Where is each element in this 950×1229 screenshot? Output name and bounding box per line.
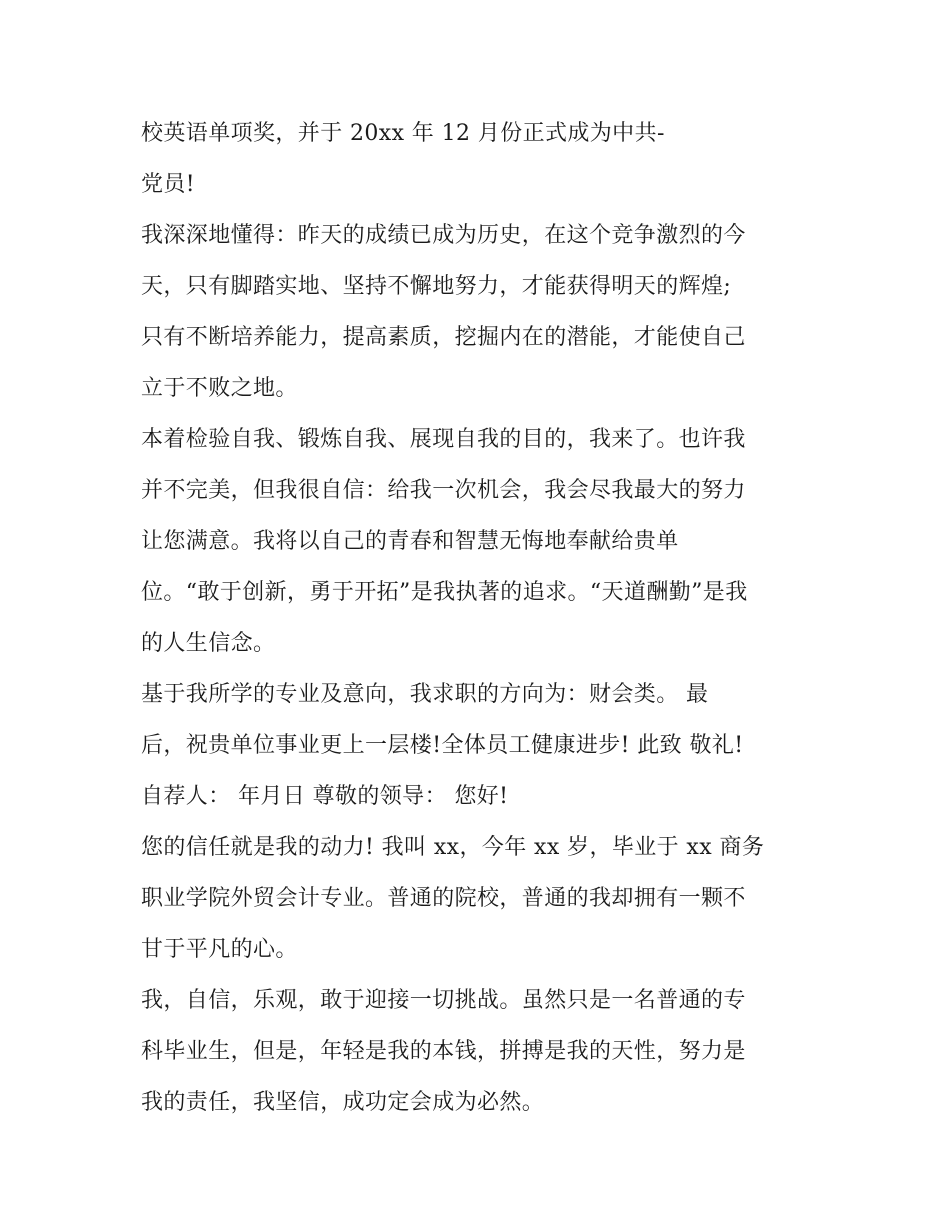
text-line: 校英语单项奖，并于 20xx 年 12 月份正式成为中共- xyxy=(141,121,665,146)
text-line: 职业学院外贸会计专业。普通的院校，普通的我却拥有一颗不 xyxy=(141,886,746,911)
text-line: 后，祝贵单位事业更上一层楼!全体员工健康进步! 此致 敬礼! xyxy=(141,733,744,758)
document-body xyxy=(141,108,821,1128)
text-line: 并不完美，但我很自信：给我一次机会，我会尽我最大的努力 xyxy=(141,478,746,503)
text-line: 甘于平凡的心。 xyxy=(141,937,298,962)
text-line: 您的信任就是我的动力! 我叫 xx，今年 xx 岁，毕业于 xx 商务 xyxy=(141,835,765,860)
text-line: 我深深地懂得：昨天的成绩已成为历史，在这个竞争激烈的今 xyxy=(141,223,746,248)
text-line: 立于不败之地。 xyxy=(141,376,298,401)
text-line: 科毕业生，但是，年轻是我的本钱，拼搏是我的天性，努力是 xyxy=(141,1039,746,1064)
text-line: 让您满意。我将以自己的青春和智慧无悔地奉献给贵单 xyxy=(141,529,679,554)
text-line: 自荐人： 年月日 尊敬的领导： 您好! xyxy=(141,784,509,809)
text-line: 党员! xyxy=(141,172,196,197)
text-line: 我的责任，我坚信，成功定会成为必然。 xyxy=(141,1090,545,1115)
text-line: 本着检验自我、锻炼自我、展现自我的目的，我来了。也许我 xyxy=(141,427,746,452)
text-line: 基于我所学的专业及意向，我求职的方向为：财会类。 最 xyxy=(141,682,709,707)
text-line: 天，只有脚踏实地、坚持不懈地努力，才能获得明天的辉煌; xyxy=(141,274,732,299)
text-line: 只有不断培养能力，提高素质，挖掘内在的潜能，才能使自己 xyxy=(141,325,746,350)
text-line: 的人生信念。 xyxy=(141,631,276,656)
text-line: 我，自信，乐观，敢于迎接一切挑战。虽然只是一名普通的专 xyxy=(141,988,746,1013)
text-line: 位。“敢于创新，勇于开拓”是我执著的追求。“天道酬勤”是我 xyxy=(141,580,748,605)
